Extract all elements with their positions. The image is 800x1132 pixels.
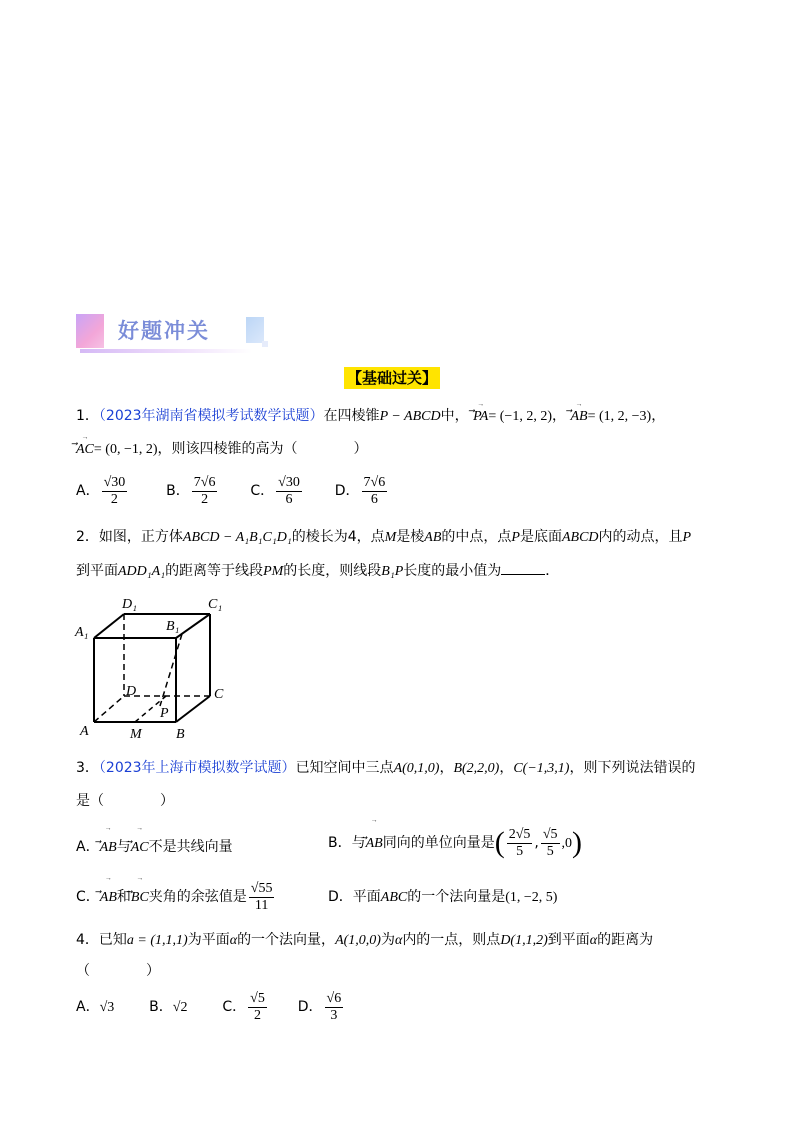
question-3-line-1: 3．（2023年上海市模拟数学试题）已知空间中三点A(0,1,0)，B(2,2,0)，C(−1,3,1)，则下列说法错误的 [76,760,696,776]
question-2-line-2: 到平面ADD₁A₁的距离等于线段PM的长度，则线段B₁P长度的最小值为 ． [76,560,559,582]
option-c[interactable]: C． ⃗ → AB和 ⃗ → BC夹角的余弦值是 $\frac{√55}{11}$ [76,880,276,915]
label-d1: D₁ [122,597,137,612]
label-c: C [214,687,224,702]
punctuation: ， [552,408,566,424]
question-4-line-2: （ ） [76,963,160,979]
question-source: （2023年上海市模拟数学试题） [98,760,296,776]
label-m: M [130,727,142,740]
question-number: 1． [76,408,99,424]
option-d[interactable]: D．平面ABC的一个法向量是(1, −2, 5) [328,889,558,905]
question-4-options [76,990,345,1025]
question-3-line-2: 是（ ） [76,793,174,809]
punctuation: ， [651,408,666,424]
question-number: 2． [76,529,99,545]
question-number: 4． [76,932,99,948]
vector-ab: ⃗ → AB [570,407,587,427]
option-a[interactable]: A．√3 [76,999,115,1015]
edge-bc [176,696,210,722]
label-a1: A₁ [75,625,89,640]
label-a: A [80,724,89,739]
question-1-line-2 [76,433,368,460]
math-expression: ADD₁A₁ [118,564,166,579]
option-c[interactable]: C． $\frac{√30}{6}$ [250,474,300,507]
label-c1: C₁ [208,597,223,612]
label-b1: B₁ [166,619,180,634]
question-1-line-1 [76,400,666,427]
question-number: 3． [76,760,99,776]
option-a[interactable]: A． $\frac{√30}{2}$ [76,474,126,507]
section-banner [76,311,276,353]
option-d[interactable]: D． $\frac{7√6}{6}$ [334,474,386,507]
option-b[interactable]: B．与 ⃗ → AB同向的单位向量是( $\frac{2√5}{5}$ , $\frac{√5}{5}$ ,0) [328,822,582,865]
edge-ad-hidden [94,696,124,722]
label-b: B [176,727,185,740]
vector-pa: ⃗ → PA [473,407,488,427]
question-2-line-1: 2．如图，正方体ABCD − A₁B₁C₁D₁的棱长为4，点M是棱AB的中点，点P是底面ABCD内的动点，且P [76,529,692,545]
math-expression: P − ABCD [379,409,441,424]
math-expression: ABCD − A₁B₁C₁D₁ [182,530,292,545]
banner-title: 好题冲关 [118,319,210,343]
label-d: D [126,684,137,699]
math-expression: = (1, 2, −3) [587,409,652,424]
option-b[interactable]: B．√2 [149,999,188,1015]
option-c[interactable]: C． $\frac{√5}{2}$ [222,990,265,1023]
question-text: 在四棱锥 [323,408,380,424]
math-expression: = (−1, 2, 2) [488,409,552,424]
answer-blank[interactable] [501,560,545,575]
option-a[interactable]: A． ⃗ → AB与 ⃗ → AC不是共线向量 [76,830,233,865]
question-4-line-1: 4．已知a = (1,1,1)为平面α的一个法向量，A(1,0,0)为α内的一点，则点D(1,1,2)到平面α的距离为 [76,932,654,948]
banner-decoration-right [246,317,264,343]
option-b[interactable]: B． $\frac{7√6}{2}$ [166,474,216,507]
banner-decoration-left [76,314,104,348]
question-text: 中， [440,408,469,424]
question-source: （2023年湖南省模拟考试数学试题） [98,408,324,424]
question-text: ，则该四棱锥的高为（ ） [157,441,368,457]
banner-underline [80,349,252,353]
math-expression: = (0, −1, 2) [93,442,158,457]
section-heading: 【基础过关】 [344,367,440,389]
cube-figure [74,592,234,740]
vector-ac: ⃗ → AC [76,440,94,460]
label-p: P [160,706,169,721]
banner-decoration-dot [262,341,268,347]
question-1-options [76,474,389,508]
edge-a1d1 [94,614,124,638]
option-d[interactable]: D． $\frac{√6}{3}$ [297,990,342,1023]
segment-b1p [160,634,182,706]
